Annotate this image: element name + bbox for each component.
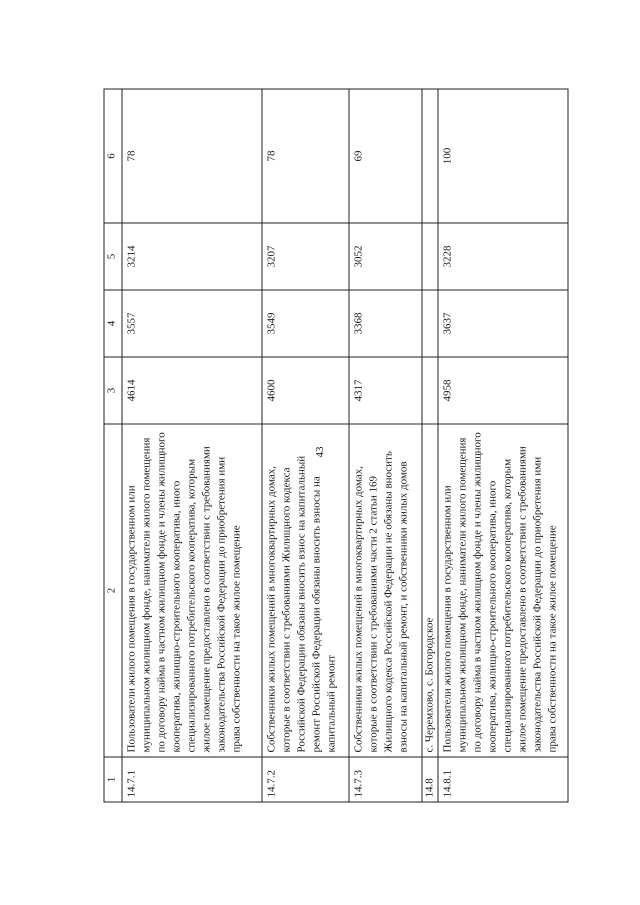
cell-col-4: 3549 [262, 290, 349, 357]
cell-col-4: 3368 [349, 290, 422, 357]
cell-col-4 [422, 290, 438, 357]
column-header: 6 [104, 89, 122, 223]
row-description: Пользователи жилого помещения в государственном или муниципальном жилищном фонде, наниматели жилого помещения по договору найма в частном жилищном фонде и члены жилищного кооператива, жилищно-строительного кооператива, иного специализированного потребительского кооператива, которым жилое помещение предоставлено в соответствии с требованиями законодательства Российской Федерации до приобретения ими права собственности на такое жилое помещение [438, 424, 568, 757]
table-row [438, 89, 568, 802]
table-row [349, 89, 422, 802]
column-header: 5 [104, 223, 122, 290]
row-code: 14.8.1 [438, 757, 568, 802]
cell-col-6: 69 [349, 89, 422, 223]
row-code: 14.8 [422, 757, 438, 802]
table-container [104, 90, 559, 803]
cell-col-4: 3557 [122, 290, 262, 357]
cell-col-3: 4600 [262, 357, 349, 424]
cell-col-3: 4614 [122, 357, 262, 424]
cell-col-4: 3637 [438, 290, 568, 357]
page-number: 43 [314, 446, 326, 458]
table-row [122, 89, 262, 802]
row-code: 14.7.3 [349, 757, 422, 802]
row-code: 14.7.1 [122, 757, 262, 802]
cell-col-3: 4958 [438, 357, 568, 424]
section-row [422, 89, 438, 802]
table-row [262, 89, 349, 802]
cell-col-6: 78 [262, 89, 349, 223]
row-description: Собственники жилых помещений в многоквартирных домах, которые в соответствии с требованиями части 2 статьи 169 Жилищного кодекса Российской Федерации не обязаны вносить взносы на капитальный ремонт, и собственники жилых домов [349, 424, 422, 757]
cell-col-3: 4317 [349, 357, 422, 424]
cell-col-5 [422, 223, 438, 290]
cell-col-5: 3052 [349, 223, 422, 290]
header-row [104, 89, 122, 802]
column-header: 4 [104, 290, 122, 357]
column-header: 1 [104, 757, 122, 802]
cell-col-6: 100 [438, 89, 568, 223]
cell-col-3 [422, 357, 438, 424]
cell-col-5: 3207 [262, 223, 349, 290]
row-code: 14.7.2 [262, 757, 349, 802]
row-description: Пользователи жилого помещения в государственном или муниципальном жилищном фонде, наниматели жилого помещения по договору найма в частном жилищном фонде и члены жилищного кооператива, жилищно-строительного кооператива, иного специализированного потребительского кооператива, которым жилое помещение предоставлено в соответствии с требованиями законодательства Российской Федерации до приобретения ими права собственности на такое жилое помещение [122, 424, 262, 757]
column-header: 2 [104, 424, 122, 757]
cell-col-5: 3228 [438, 223, 568, 290]
row-description: Собственники жилых помещений в многоквартирных домах, которые в соответствии с требованиями Жилищного кодекса Российской Федерации обязаны вносить взнос на капитальный ремонт Российской Федерации обязаны вносить взносы на капитальный ремонт [262, 424, 349, 757]
tariff-table [104, 89, 569, 803]
cell-col-6: 78 [122, 89, 262, 223]
cell-col-6 [422, 89, 438, 223]
column-header: 3 [104, 357, 122, 424]
row-description: с. Черемхово, с. Богородское [422, 424, 438, 757]
cell-col-5: 3214 [122, 223, 262, 290]
